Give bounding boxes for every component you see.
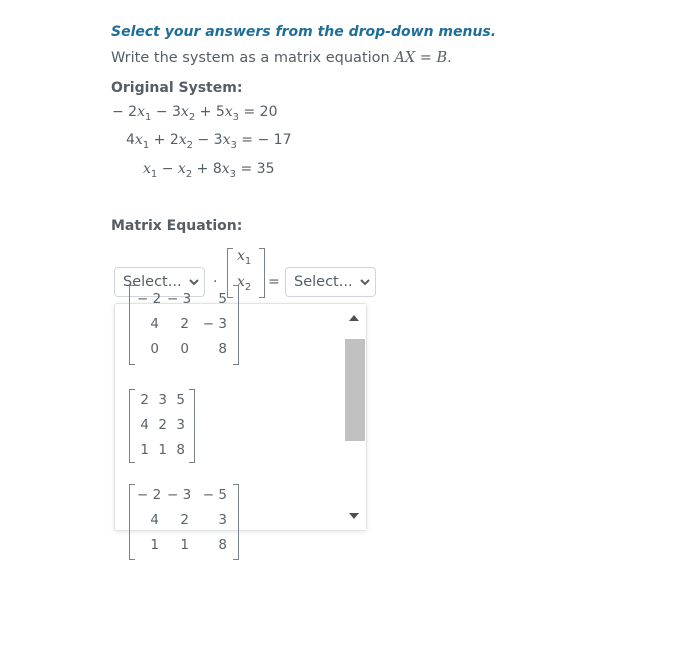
constant-select-value: Select... <box>294 274 353 290</box>
equation-1: − $2x_1 - 3x_2 + 5x_3 = 20$ <box>112 104 278 123</box>
coefficient-select-value: Select... <box>123 274 182 290</box>
prompt-math: AX = B <box>394 50 448 66</box>
instruction-text: Select your answers from the drop-down menus. <box>111 24 497 40</box>
prompt-suffix: . <box>447 50 452 66</box>
option-matrix: 2 3 5 4 2 3 1 1 8 <box>129 389 195 463</box>
equation-2: $4x_1 + 2x_2 - 3x_3$ = − 17 <box>126 132 292 151</box>
scroll-down-arrow-icon[interactable] <box>349 513 359 519</box>
dropdown-option[interactable] <box>129 285 239 365</box>
matrix-equation-heading: Matrix Equation: <box>111 218 243 234</box>
vector-entry-x1: $x_1$ <box>237 248 252 267</box>
equals-sign: = <box>268 274 280 290</box>
constant-vector-select[interactable] <box>285 267 376 297</box>
dropdown-scrollbar[interactable] <box>342 304 366 530</box>
option-matrix: − 2 − 3 − 5 4 2 3 1 1 8 <box>129 484 239 560</box>
prompt-prefix: Write the system as a matrix equation <box>111 50 395 66</box>
option-matrix: − 2 − 3 5 4 2 − 3 0 0 8 <box>129 285 239 365</box>
original-system-heading: Original System: <box>111 80 243 96</box>
dropdown-options[interactable] <box>115 291 341 553</box>
multiply-dot: · <box>213 274 218 290</box>
chevron-down-icon <box>359 277 371 287</box>
equation-3: $x_1 - x_2 + 8x_3 = 35$ <box>143 161 275 180</box>
prompt-text <box>111 50 452 66</box>
vector-entry-x2: $x_2$ <box>237 274 252 293</box>
dropdown-option[interactable] <box>129 484 239 560</box>
scroll-up-arrow-icon[interactable] <box>349 315 359 321</box>
scrollbar-thumb[interactable] <box>345 339 365 441</box>
dropdown-listbox[interactable] <box>114 291 367 553</box>
dropdown-option[interactable] <box>129 389 195 463</box>
